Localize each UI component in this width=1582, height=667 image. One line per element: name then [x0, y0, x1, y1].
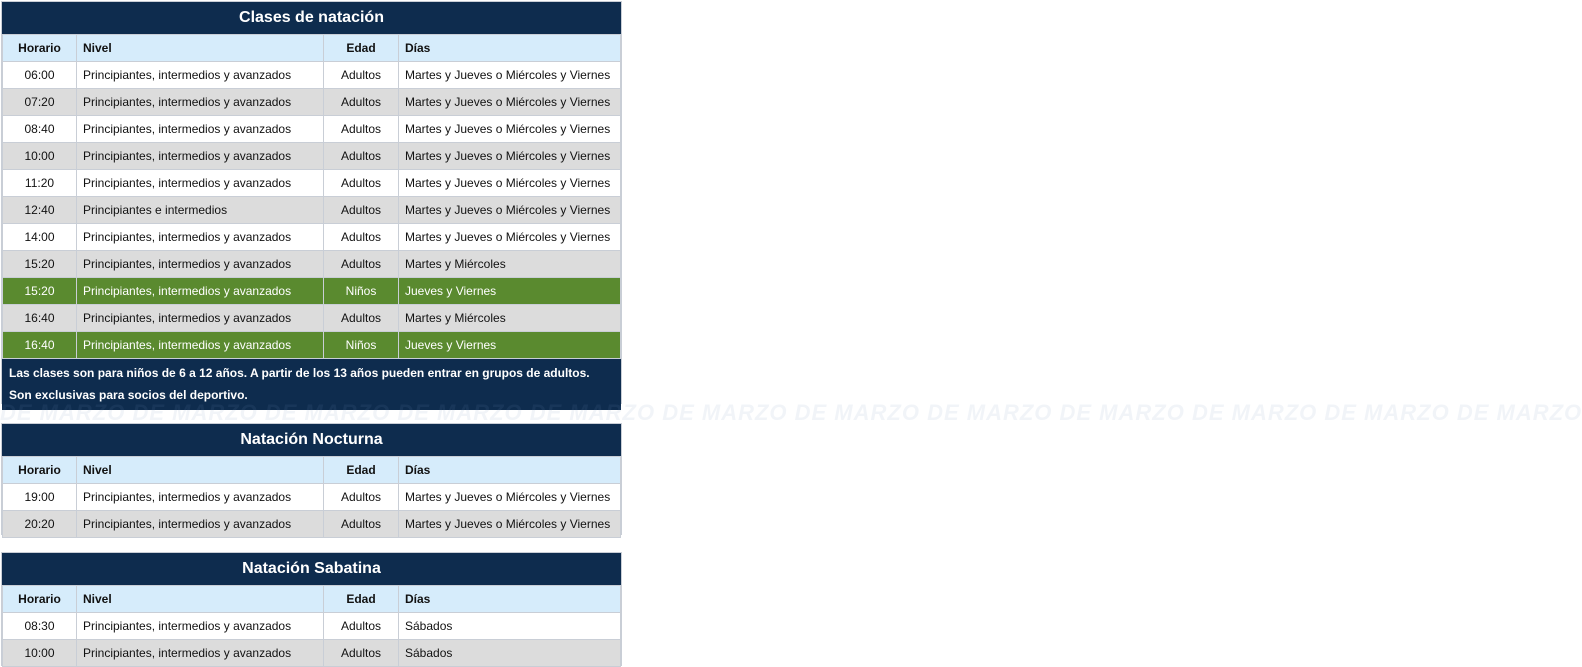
cell-days: Sábados — [399, 640, 621, 667]
cell-days: Martes y Jueves o Miércoles y Viernes — [399, 170, 621, 197]
cell-age: Adultos — [324, 640, 399, 667]
cell-time: 07:20 — [3, 89, 77, 116]
schedule-table — [2, 34, 621, 359]
header-days: Días — [399, 586, 621, 613]
cell-age: Adultos — [324, 116, 399, 143]
section-title: Clases de natación — [2, 2, 621, 34]
cell-age: Adultos — [324, 305, 399, 332]
cell-age: Adultos — [324, 62, 399, 89]
cell-level: Principiantes, intermedios y avanzados — [77, 224, 324, 251]
watermark-text: DE MARZO DE MARZO DE MARZO DE MARZO DE MARZO DE MARZO DE MARZO DE MARZO DE MARZO DE MARZO DE MARZO DE MARZO — [0, 400, 1582, 425]
swim-classes-section — [1, 1, 622, 404]
table-row — [3, 511, 621, 538]
cell-time: 08:40 — [3, 116, 77, 143]
table-row — [3, 197, 621, 224]
cell-time: 19:00 — [3, 484, 77, 511]
cell-age: Adultos — [324, 89, 399, 116]
cell-level: Principiantes, intermedios y avanzados — [77, 170, 324, 197]
section-title: Natación Sabatina — [2, 553, 621, 585]
header-level: Nivel — [77, 586, 324, 613]
cell-level: Principiantes, intermedios y avanzados — [77, 116, 324, 143]
table-row — [3, 143, 621, 170]
table-row — [3, 640, 621, 667]
cell-level: Principiantes e intermedios — [77, 197, 324, 224]
cell-level: Principiantes, intermedios y avanzados — [77, 484, 324, 511]
cell-age: Adultos — [324, 511, 399, 538]
header-time: Horario — [3, 586, 77, 613]
cell-age: Adultos — [324, 251, 399, 278]
cell-time: 12:40 — [3, 197, 77, 224]
cell-days: Martes y Jueves o Miércoles y Viernes — [399, 484, 621, 511]
cell-time: 16:40 — [3, 332, 77, 359]
cell-time: 06:00 — [3, 62, 77, 89]
cell-level: Principiantes, intermedios y avanzados — [77, 278, 324, 305]
cell-days: Martes y Miércoles — [399, 251, 621, 278]
cell-level: Principiantes, intermedios y avanzados — [77, 251, 324, 278]
schedule-table — [2, 585, 621, 667]
cell-days: Martes y Jueves o Miércoles y Viernes — [399, 62, 621, 89]
header-age: Edad — [324, 35, 399, 62]
cell-time: 10:00 — [3, 640, 77, 667]
cell-level: Principiantes, intermedios y avanzados — [77, 332, 324, 359]
cell-age: Adultos — [324, 484, 399, 511]
note-members-only: Son exclusivas para socios del deportivo. — [9, 388, 248, 402]
header-level: Nivel — [77, 457, 324, 484]
table-row — [3, 251, 621, 278]
table-row — [3, 613, 621, 640]
header-age: Edad — [324, 586, 399, 613]
cell-time: 08:30 — [3, 613, 77, 640]
header-time: Horario — [3, 35, 77, 62]
cell-level: Principiantes, intermedios y avanzados — [77, 305, 324, 332]
cell-age: Adultos — [324, 613, 399, 640]
cell-days: Martes y Jueves o Miércoles y Viernes — [399, 224, 621, 251]
cell-days: Martes y Jueves o Miércoles y Viernes — [399, 143, 621, 170]
header-row — [3, 35, 621, 62]
cell-level: Principiantes, intermedios y avanzados — [77, 143, 324, 170]
cell-time: 11:20 — [3, 170, 77, 197]
cell-time: 16:40 — [3, 305, 77, 332]
cell-age: Niños — [324, 278, 399, 305]
header-level: Nivel — [77, 35, 324, 62]
cell-level: Principiantes, intermedios y avanzados — [77, 511, 324, 538]
cell-time: 20:20 — [3, 511, 77, 538]
cell-level: Principiantes, intermedios y avanzados — [77, 62, 324, 89]
cell-age: Adultos — [324, 197, 399, 224]
table-row — [3, 305, 621, 332]
header-days: Días — [399, 35, 621, 62]
table-row-kids — [3, 278, 621, 305]
section-title: Natación Nocturna — [2, 424, 621, 456]
cell-age: Adultos — [324, 170, 399, 197]
cell-days: Jueves y Viernes — [399, 278, 621, 305]
cell-age: Adultos — [324, 224, 399, 251]
header-row — [3, 586, 621, 613]
night-swim-section — [1, 423, 622, 535]
cell-days: Martes y Jueves o Miércoles y Viernes — [399, 197, 621, 224]
table-row — [3, 170, 621, 197]
schedule-table — [2, 456, 621, 538]
table-row — [3, 116, 621, 143]
cell-days: Jueves y Viernes — [399, 332, 621, 359]
saturday-swim-section — [1, 552, 622, 666]
cell-time: 14:00 — [3, 224, 77, 251]
cell-days: Martes y Miércoles — [399, 305, 621, 332]
cell-time: 15:20 — [3, 278, 77, 305]
cell-level: Principiantes, intermedios y avanzados — [77, 89, 324, 116]
cell-time: 15:20 — [3, 251, 77, 278]
cell-age: Adultos — [324, 143, 399, 170]
note-age-range: Las clases son para niños de 6 a 12 años. A partir de los 13 años pueden entrar en grupos de adultos. — [9, 366, 590, 380]
cell-days: Martes y Jueves o Miércoles y Viernes — [399, 89, 621, 116]
cell-age: Niños — [324, 332, 399, 359]
table-row — [3, 224, 621, 251]
cell-days: Martes y Jueves o Miércoles y Viernes — [399, 116, 621, 143]
header-time: Horario — [3, 457, 77, 484]
table-row — [3, 484, 621, 511]
cell-level: Principiantes, intermedios y avanzados — [77, 640, 324, 667]
notes-box — [2, 359, 621, 410]
cell-days: Martes y Jueves o Miércoles y Viernes — [399, 511, 621, 538]
header-days: Días — [399, 457, 621, 484]
header-age: Edad — [324, 457, 399, 484]
cell-days: Sábados — [399, 613, 621, 640]
cell-level: Principiantes, intermedios y avanzados — [77, 613, 324, 640]
cell-time: 10:00 — [3, 143, 77, 170]
header-row — [3, 457, 621, 484]
table-row-kids — [3, 332, 621, 359]
table-row — [3, 62, 621, 89]
table-row — [3, 89, 621, 116]
